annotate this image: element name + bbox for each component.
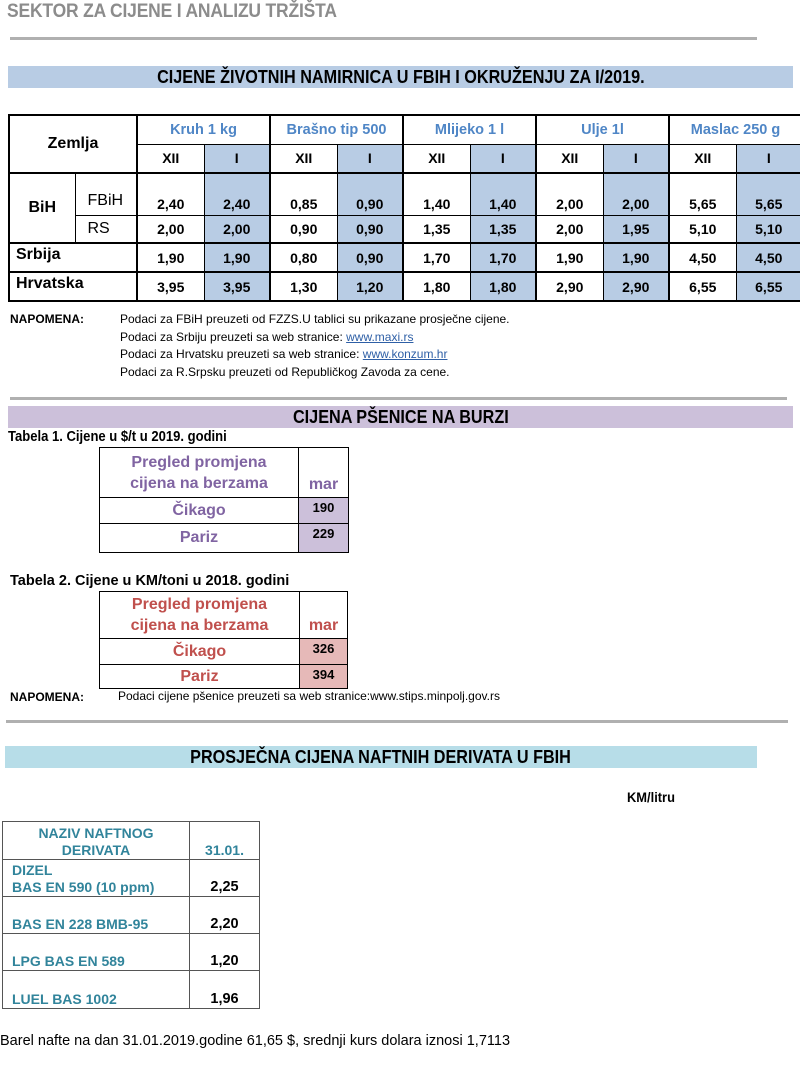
table-row <box>3 860 260 897</box>
wheat-section-banner <box>8 406 793 428</box>
table2-month-header: mar <box>300 592 348 639</box>
country-label: Hrvatska <box>9 272 137 301</box>
price-cell: 2,40 <box>137 173 204 215</box>
table-row <box>9 243 800 272</box>
price-cell: 229 <box>299 524 349 553</box>
price-cell: 1,35 <box>403 215 470 243</box>
price-cell: 1,80 <box>470 272 536 301</box>
period-cur-header: I <box>337 144 403 173</box>
price-cell: 0,90 <box>337 173 403 215</box>
price-cell: 1,90 <box>204 243 270 272</box>
period-prev-header: XII <box>669 144 736 173</box>
divider <box>10 397 787 400</box>
fuel-section-banner <box>5 746 757 768</box>
price-cell: 1,40 <box>470 173 536 215</box>
food-note-label: NAPOMENA: <box>10 312 84 326</box>
wheat-table-usd <box>99 447 349 553</box>
country-header: Zemlja <box>9 115 137 173</box>
note-line: Podaci za FBiH preuzeti od FZZS.U tablici su prikazane prosječne cijene. <box>120 312 510 326</box>
exchange-label: Čikago <box>100 639 300 665</box>
entity-label: FBiH <box>75 173 137 215</box>
table-row <box>3 971 260 1009</box>
period-cur-header: I <box>736 144 800 173</box>
fuel-name-header: NAZIV NAFTNOG DERIVATA <box>3 822 190 860</box>
divider <box>6 720 788 723</box>
price-cell: 0,90 <box>337 243 403 272</box>
food-notes <box>120 311 510 381</box>
food-section-banner <box>8 66 793 88</box>
table1-month-header: mar <box>299 448 349 498</box>
wheat-note: Podaci cijene pšenice preuzeti sa web stranice:www.stips.minpolj.gov.rs <box>118 689 500 703</box>
table-row <box>9 215 800 243</box>
konzum-link[interactable]: www.konzum.hr <box>362 347 448 361</box>
table2-caption: Tabela 2. Cijene u KM/toni u 2018. godini <box>10 573 290 589</box>
price-cell: 2,00 <box>137 215 204 243</box>
fuel-name: LUEL BAS 1002 <box>3 971 190 1009</box>
period-prev-header: XII <box>536 144 603 173</box>
price-cell: 2,00 <box>204 215 270 243</box>
period-cur-header: I <box>470 144 536 173</box>
price-cell: 2,25 <box>190 860 260 897</box>
wheat-table-km <box>99 591 348 689</box>
price-cell: 1,70 <box>470 243 536 272</box>
price-cell: 6,55 <box>669 272 736 301</box>
price-cell: 0,85 <box>270 173 337 215</box>
period-cur-header: I <box>204 144 270 173</box>
entity-label: RS <box>75 215 137 243</box>
note-line: Podaci za R.Srpsku preuzeti od Republičkog Zavoda za cene. <box>120 364 450 379</box>
table-row <box>100 498 349 524</box>
product-header: Ulje 1l <box>536 115 669 144</box>
product-header: Maslac 250 g <box>669 115 800 144</box>
price-cell: 4,50 <box>669 243 736 272</box>
price-cell: 2,90 <box>536 272 603 301</box>
price-cell: 1,30 <box>270 272 337 301</box>
exchange-label: Pariz <box>100 665 300 689</box>
note-line: Podaci za Hrvatsku preuzeti sa web stranice: www.konzum.hr <box>120 347 448 361</box>
divider <box>10 37 757 40</box>
price-cell: 5,65 <box>736 173 800 215</box>
price-cell: 1,96 <box>190 971 260 1009</box>
table1-caption: Tabela 1. Cijene u $/t u 2019. godini <box>8 429 227 445</box>
country-group-label: BiH <box>9 173 75 243</box>
sector-title: SEKTOR ZA CIJENE I ANALIZU TRŽIŠTA <box>7 1 337 22</box>
wheat-note-label: NAPOMENA: <box>10 690 84 704</box>
price-cell: 190 <box>299 498 349 524</box>
price-cell: 326 <box>300 639 348 665</box>
fuel-unit: KM/litru <box>627 789 675 805</box>
price-cell: 1,20 <box>337 272 403 301</box>
price-cell: 1,40 <box>403 173 470 215</box>
fuel-name: BAS EN 228 BMB-95 <box>3 897 190 934</box>
price-cell: 0,80 <box>270 243 337 272</box>
wheat-section-title: CIJENA PŠENICE NA BURZI <box>292 407 509 427</box>
maxi-link[interactable]: www.maxi.rs <box>346 329 414 344</box>
table-row <box>9 173 800 215</box>
period-prev-header: XII <box>137 144 204 173</box>
barrel-price-footer: Barel nafte na dan 31.01.2019.godine 61,65 $, srednji kurs dolara iznosi 1,7113 <box>0 1033 511 1049</box>
period-prev-header: XII <box>403 144 470 173</box>
price-cell: 1,95 <box>603 215 669 243</box>
price-cell: 2,00 <box>536 215 603 243</box>
price-cell: 2,00 <box>536 173 603 215</box>
period-prev-header: XII <box>270 144 337 173</box>
price-cell: 1,70 <box>403 243 470 272</box>
fuel-date-header: 31.01. <box>190 822 260 860</box>
price-cell: 3,95 <box>204 272 270 301</box>
exchange-label: Čikago <box>100 498 299 524</box>
price-cell: 2,40 <box>204 173 270 215</box>
exchange-label: Pariz <box>100 524 299 553</box>
fuel-name: DIZEL BAS EN 590 (10 ppm) <box>3 860 190 897</box>
price-cell: 1,90 <box>137 243 204 272</box>
table-row <box>3 934 260 971</box>
fuel-section-title: PROSJEČNA CIJENA NAFTNIH DERIVATA U FBIH <box>190 747 572 767</box>
note-line: Podaci za Srbiju preuzeti sa web stranice: www.maxi.rs <box>120 329 414 344</box>
price-cell: 5,65 <box>669 173 736 215</box>
table-row <box>100 524 349 553</box>
country-label: Srbija <box>9 243 137 272</box>
food-section-title: CIJENE ŽIVOTNIH NAMIRNICA U FBIH I OKRUŽENJU ZA I/2019. <box>156 67 645 87</box>
price-cell: 1,35 <box>470 215 536 243</box>
food-price-table <box>8 114 800 302</box>
product-header: Brašno tip 500 <box>270 115 403 144</box>
product-header: Mlijeko 1 l <box>403 115 536 144</box>
price-cell: 6,55 <box>736 272 800 301</box>
price-cell: 5,10 <box>736 215 800 243</box>
price-cell: 2,00 <box>603 173 669 215</box>
table-row <box>9 272 800 301</box>
price-cell: 0,90 <box>337 215 403 243</box>
price-cell: 2,20 <box>190 897 260 934</box>
table-row <box>100 665 348 689</box>
price-cell: 4,50 <box>736 243 800 272</box>
price-cell: 5,10 <box>669 215 736 243</box>
product-header: Kruh 1 kg <box>137 115 270 144</box>
table-row <box>100 639 348 665</box>
price-cell: 2,90 <box>603 272 669 301</box>
price-cell: 1,80 <box>403 272 470 301</box>
period-cur-header: I <box>603 144 669 173</box>
fuel-price-table <box>2 821 260 1009</box>
price-cell: 1,20 <box>190 934 260 971</box>
table1-header: Pregled promjena cijena na berzama <box>100 448 299 498</box>
price-cell: 1,90 <box>536 243 603 272</box>
price-cell: 3,95 <box>137 272 204 301</box>
price-cell: 0,90 <box>270 215 337 243</box>
table2-header: Pregled promjena cijena na berzama <box>100 592 300 639</box>
table-row <box>3 897 260 934</box>
price-cell: 1,90 <box>603 243 669 272</box>
price-cell: 394 <box>300 665 348 689</box>
fuel-name: LPG BAS EN 589 <box>3 934 190 971</box>
